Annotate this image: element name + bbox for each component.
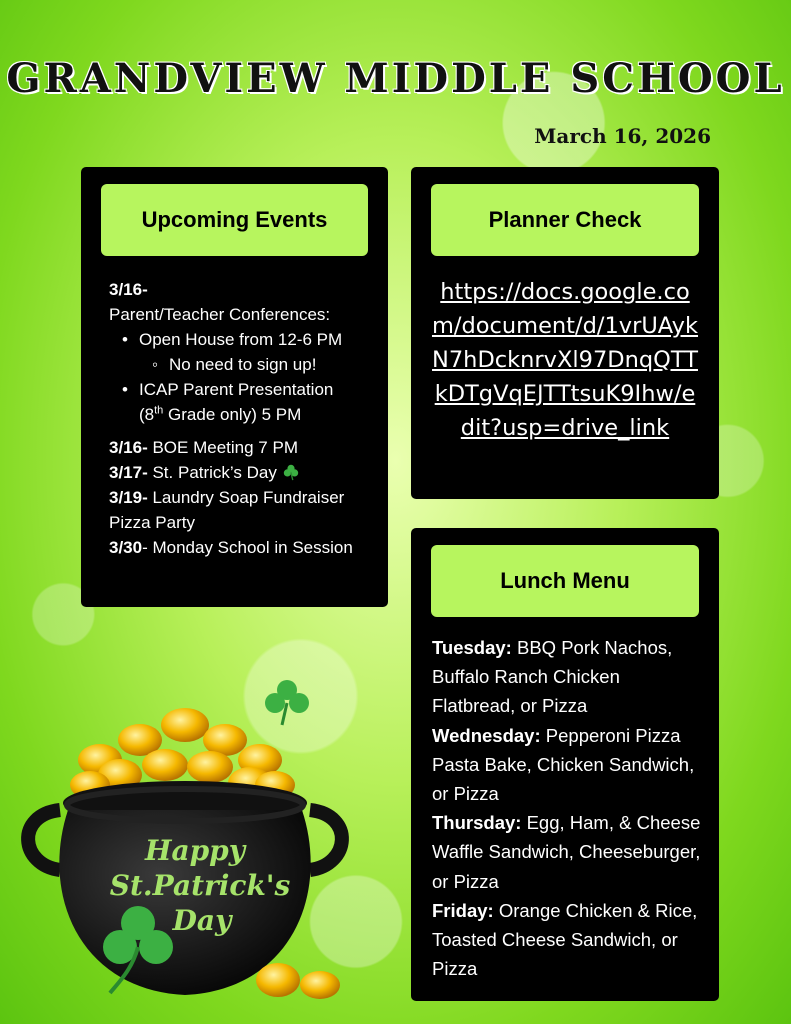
- conference-title: Parent/Teacher Conferences:: [109, 305, 331, 324]
- lunch-menu-panel: [411, 528, 719, 1001]
- lunch-day: Wednesday: Pepperoni Pizza Pasta Bake, Chicken Sandwich, or Pizza: [432, 724, 695, 805]
- event-item: 3/16- BOE Meeting 7 PM: [109, 438, 298, 457]
- newsletter-date: March 16, 2026: [534, 124, 711, 148]
- event-item: 3/19- Laundry Soap Fundraiser Pizza Party: [109, 488, 345, 532]
- lunch-day: Friday: Orange Chicken & Rice, Toasted Cheese Sandwich, or Pizza: [432, 899, 698, 980]
- event-item: 3/17- St. Patrick’s Day: [109, 460, 374, 485]
- lunch-menu-heading: Lunch Menu: [431, 545, 699, 617]
- upcoming-events-heading: Upcoming Events: [101, 184, 368, 256]
- lunch-day: Thursday: Egg, Ham, & Cheese Waffle Sandwich, Cheeseburger, or Pizza: [432, 812, 701, 892]
- school-title: GRANDVIEW MIDDLE SCHOOL: [6, 55, 785, 102]
- lunch-menu-list: [432, 633, 707, 983]
- open-house-item: • Open House from 12-6 PM: [139, 327, 374, 352]
- lunch-day: Tuesday: BBQ Pork Nachos, Buffalo Ranch Chicken Flatbread, or Pizza: [432, 637, 673, 717]
- pot-text-st-patricks: St.Patrick's: [109, 869, 291, 902]
- small-shamrock-icon: [265, 680, 309, 725]
- events-list: [109, 277, 374, 560]
- shamrock-icon: [282, 463, 300, 481]
- pot-of-gold-illustration: [20, 665, 350, 1010]
- planner-doc-link[interactable]: https://docs.google.com/document/d/1vrUAykN7hDcknrvXl97DnqQTTkDTgVqEJTTtsuK9Ihw/edit?usp=drive_link: [431, 279, 699, 441]
- icap-item: • ICAP Parent Presentation (8th Grade only) 5 PM: [139, 377, 374, 427]
- no-signup-item: ◦ No need to sign up!: [169, 352, 374, 377]
- pot-text-day: Day: [172, 904, 232, 937]
- planner-check-panel: [411, 167, 719, 499]
- upcoming-events-panel: [81, 167, 388, 607]
- pot-text-happy: Happy: [144, 834, 246, 867]
- event-date: 3/16-: [109, 280, 148, 299]
- event-item: 3/30- Monday School in Session: [109, 538, 353, 557]
- planner-check-heading: Planner Check: [431, 184, 699, 256]
